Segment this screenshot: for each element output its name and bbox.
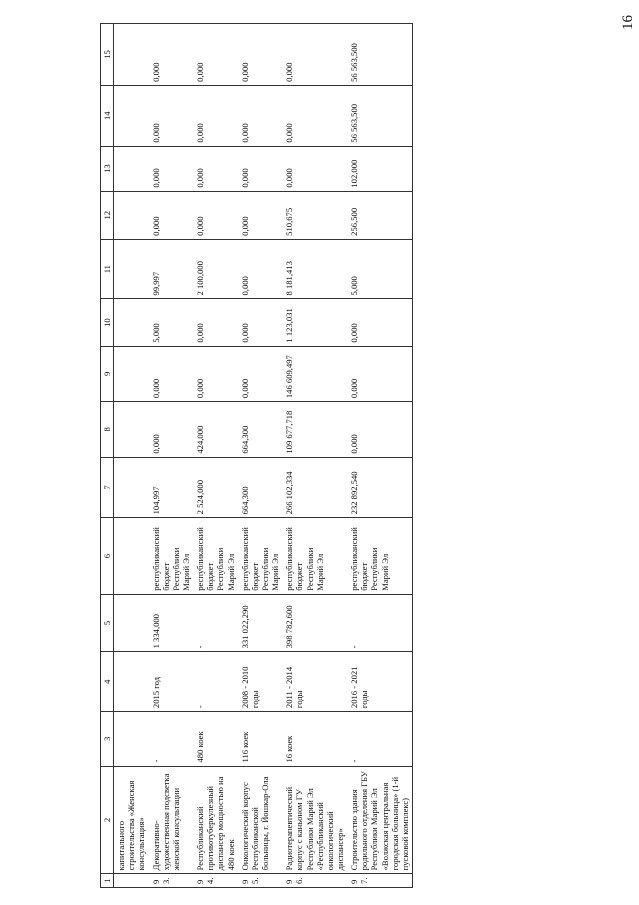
cell-c11: 99,997 xyxy=(149,239,194,299)
cell-c14: 0,000 xyxy=(193,85,238,146)
cell-c15: 0,000 xyxy=(193,24,238,86)
cell-c13: 102,000 xyxy=(347,146,412,191)
cell-years: 2008 - 2010 годы xyxy=(238,652,283,712)
column-header-6: 6 xyxy=(101,518,114,594)
cell-source xyxy=(114,518,149,594)
column-header-8: 8 xyxy=(101,402,114,458)
cell-years: - xyxy=(193,652,238,712)
cell-c9: 0,000 xyxy=(347,346,412,402)
column-header-11: 11 xyxy=(101,239,114,299)
cell-c9: 0,000 xyxy=(238,346,283,402)
column-header-15: 15 xyxy=(101,24,114,86)
cell-years: 2011 - 2014 годы xyxy=(282,652,347,712)
table-row xyxy=(114,24,149,888)
column-number-row xyxy=(101,24,114,888)
cell-capacity xyxy=(114,712,149,766)
column-header-12: 12 xyxy=(101,191,114,239)
cell-c12: 0,000 xyxy=(149,191,194,239)
page-number: 16 xyxy=(620,15,636,30)
cell-c11 xyxy=(114,239,149,299)
cell-cost: - xyxy=(347,594,412,652)
column-header-2: 2 xyxy=(101,766,114,874)
cell-c10: 5,000 xyxy=(149,299,194,346)
cell-c9: 146 609,497 xyxy=(282,346,347,402)
cell-c10: 0,000 xyxy=(238,299,283,346)
cell-name: капитального строительства «Женская консультация» xyxy=(114,766,149,874)
cell-num xyxy=(114,874,149,888)
cell-source: республиканский бюджет Республики Марий Эл xyxy=(347,518,412,594)
cell-source: республиканский бюджет Республики Марий Эл xyxy=(193,518,238,594)
investment-table xyxy=(100,23,413,888)
cell-c14: 56 563,500 xyxy=(347,85,412,146)
cell-c10: 0,000 xyxy=(193,299,238,346)
cell-name: Онкологический корпус Республиканской больницы, г. Йошкар-Ола xyxy=(238,766,283,874)
cell-capacity: - xyxy=(347,712,412,766)
cell-c7: 2 524,000 xyxy=(193,457,238,518)
table-row xyxy=(149,24,194,888)
cell-num: 93. xyxy=(149,874,194,888)
cell-cost: 1 334,000 xyxy=(149,594,194,652)
cell-c15: 0,000 xyxy=(238,24,283,86)
column-header-4: 4 xyxy=(101,652,114,712)
cell-c14 xyxy=(114,85,149,146)
cell-capacity: - xyxy=(149,712,194,766)
column-header-9: 9 xyxy=(101,346,114,402)
cell-c15 xyxy=(114,24,149,86)
cell-name: Радиотерапевтический корпус с каньоном ГУ Республики Марий Эл «Республиканский онкологический диспансер» xyxy=(282,766,347,874)
cell-c14: 0,000 xyxy=(238,85,283,146)
column-header-7: 7 xyxy=(101,457,114,518)
table-row xyxy=(193,24,238,888)
column-header-13: 13 xyxy=(101,146,114,191)
table-body xyxy=(114,24,413,888)
cell-source: республиканский бюджет Республики Марий Эл xyxy=(282,518,347,594)
column-header-14: 14 xyxy=(101,85,114,146)
rotated-table-container xyxy=(100,23,524,888)
cell-c7: 266 102,334 xyxy=(282,457,347,518)
cell-c11: 2 100,000 xyxy=(193,239,238,299)
cell-years: 2015 год xyxy=(149,652,194,712)
cell-c15: 56 563,500 xyxy=(347,24,412,86)
cell-c15: 0,000 xyxy=(149,24,194,86)
cell-c10: 0,000 xyxy=(347,299,412,346)
cell-c12: 0,000 xyxy=(238,191,283,239)
cell-c13: 0,000 xyxy=(282,146,347,191)
cell-c12: 256,500 xyxy=(347,191,412,239)
cell-capacity: 480 коек xyxy=(193,712,238,766)
cell-c11: 8 181,413 xyxy=(282,239,347,299)
cell-capacity: 116 коек xyxy=(238,712,283,766)
cell-c10: 1 123,031 xyxy=(282,299,347,346)
cell-years: 2016 - 2021 годы xyxy=(347,652,412,712)
cell-capacity: 16 коек xyxy=(282,712,347,766)
table-row xyxy=(347,24,412,888)
table-row xyxy=(282,24,347,888)
column-header-3: 3 xyxy=(101,712,114,766)
cell-cost: 331 022,290 xyxy=(238,594,283,652)
cell-c7: 664,300 xyxy=(238,457,283,518)
cell-c11: 0,000 xyxy=(238,239,283,299)
cell-cost xyxy=(114,594,149,652)
cell-c7: 232 892,540 xyxy=(347,457,412,518)
cell-source: республиканский бюджет Республики Марий Эл xyxy=(149,518,194,594)
cell-c13: 0,000 xyxy=(149,146,194,191)
cell-c10 xyxy=(114,299,149,346)
cell-c8: 664,300 xyxy=(238,402,283,458)
cell-name: Республиканский противотуберкулезный диспансер мощностью на 480 коек xyxy=(193,766,238,874)
cell-num: 96. xyxy=(282,874,347,888)
cell-c8 xyxy=(114,402,149,458)
cell-c8: 0,000 xyxy=(347,402,412,458)
cell-c7: 104,997 xyxy=(149,457,194,518)
cell-c12: 510,675 xyxy=(282,191,347,239)
table-row xyxy=(238,24,283,888)
cell-c14: 0,000 xyxy=(282,85,347,146)
cell-cost: - xyxy=(193,594,238,652)
cell-c14: 0,000 xyxy=(149,85,194,146)
cell-c13: 0,000 xyxy=(193,146,238,191)
cell-num: 94. xyxy=(193,874,238,888)
cell-c11: 5,000 xyxy=(347,239,412,299)
column-header-5: 5 xyxy=(101,594,114,652)
cell-c15: 0,000 xyxy=(282,24,347,86)
cell-num: 95. xyxy=(238,874,283,888)
cell-c8: 0,000 xyxy=(149,402,194,458)
cell-cost: 398 782,600 xyxy=(282,594,347,652)
cell-c9: 0,000 xyxy=(193,346,238,402)
cell-c12 xyxy=(114,191,149,239)
cell-num: 97. xyxy=(347,874,412,888)
cell-source: республиканский бюджет Республики Марий Эл xyxy=(238,518,283,594)
cell-c8: 109 677,718 xyxy=(282,402,347,458)
column-header-1: 1 xyxy=(101,874,114,888)
cell-years xyxy=(114,652,149,712)
cell-c12: 0,000 xyxy=(193,191,238,239)
cell-c13: 0,000 xyxy=(238,146,283,191)
cell-c7 xyxy=(114,457,149,518)
column-header-10: 10 xyxy=(101,299,114,346)
cell-c9 xyxy=(114,346,149,402)
cell-c13 xyxy=(114,146,149,191)
cell-c8: 424,000 xyxy=(193,402,238,458)
cell-name: Декоративно-художественная подсветка женской консультации xyxy=(149,766,194,874)
cell-name: Строительство здания родильного отделения ГБУ Республики Марий Эл «Волжская центральная городская больница» (1-й пусковой комплекс) xyxy=(347,766,412,874)
cell-c9: 0,000 xyxy=(149,346,194,402)
